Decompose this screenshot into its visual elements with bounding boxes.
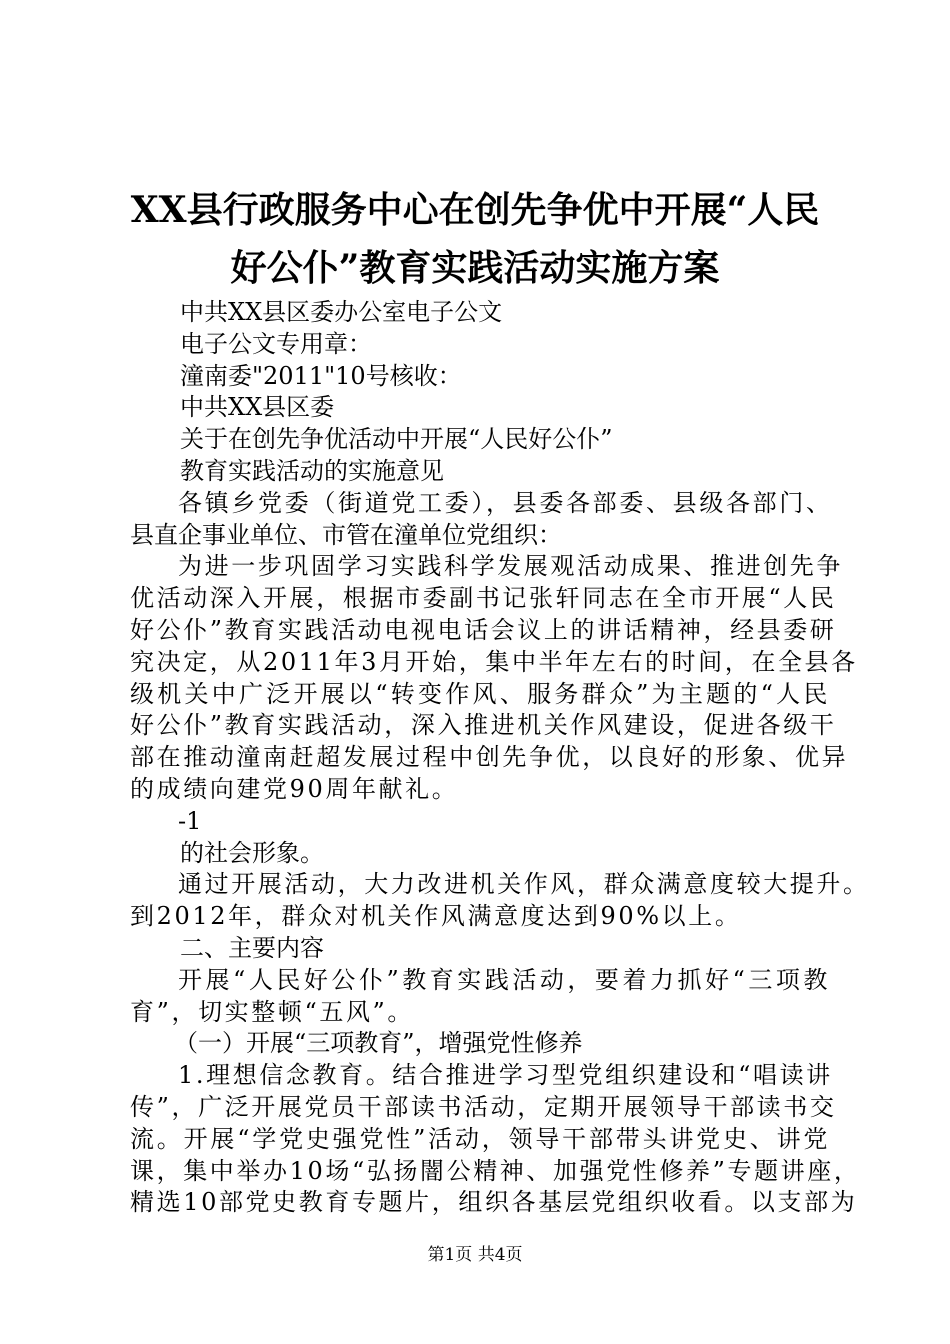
subsection-heading: （一）开展“三项教育”，增强党性修养	[174, 1029, 583, 1058]
opinion-title-line-1: 关于在创先争优活动中开展“人民好公仆”	[180, 425, 613, 454]
paragraph-line: 究决定，从2011年3月开始，集中半年左右的时间，在全县各	[130, 647, 858, 676]
paragraph-line: 传”，广泛开展党员干部读书活动，定期开展领导干部读书交	[130, 1092, 837, 1121]
paragraph-line: 部在推动潼南赶超发展过程中创先争优，以良好的形象、优异	[130, 743, 849, 772]
paragraph-line: 的社会形象。	[180, 838, 324, 867]
paragraph-line: 通过开展活动，大力改进机关作风，群众满意度较大提升。	[178, 870, 870, 899]
paragraph-line: 的成绩向建党90周年献礼。	[130, 774, 459, 803]
paragraph-line: 优活动深入开展，根据市委副书记张轩同志在全市开展“人民	[130, 584, 837, 613]
issuing-committee: 中共XX县区委	[180, 393, 335, 422]
paragraph-line: 课，集中举办10场“弘扬闇公精神、加强党性修养”专题讲座，	[130, 1156, 861, 1185]
seal-label: 电子公文专用章：	[180, 329, 372, 358]
addressee-line: 县直企事业单位、市管在潼单位党组织：	[130, 520, 562, 549]
page-footer: 第1页 共4页	[427, 1245, 523, 1265]
paragraph-line: 好公仆”教育实践活动，深入推进机关作风建设，促进各级干	[130, 711, 837, 740]
paragraph-line: 1.理想信念教育。结合推进学习型党组织建设和“唱读讲	[178, 1061, 833, 1090]
opinion-title-line-2: 教育实践活动的实施意见	[180, 456, 444, 485]
issuer-line: 中共XX县区委办公室电子公文	[180, 298, 503, 326]
document-title-line-2: 好公仆”教育实践活动实施方案	[230, 247, 720, 289]
document-number: 潼南委"2011"10号核收：	[180, 361, 462, 390]
addressee-line: 各镇乡党委（街道党工委），县委各部委、县级各部门、	[178, 488, 830, 517]
paragraph-line: 为进一步巩固学习实践科学发展观活动成果、推进创先争	[178, 552, 843, 581]
paragraph-line: 到2012年，群众对机关作风满意度达到90%以上。	[130, 902, 742, 931]
paragraph-line: 级机关中广泛开展以“转变作风、服务群众”为主题的“人民	[130, 679, 830, 708]
paragraph-line: 精选10部党史教育专题片，组织各基层党组织收看。以支部为	[130, 1188, 858, 1217]
document-body	[130, 297, 870, 1219]
page-marker: -1	[178, 806, 202, 835]
section-heading: 二、主要内容	[180, 933, 324, 962]
paragraph-line: 育”，切实整顿“五风”。	[130, 997, 415, 1026]
paragraph-line: 开展“人民好公仆”教育实践活动，要着力抓好“三项教	[178, 965, 830, 994]
paragraph-line: 流。开展“学党史强党性”活动，领导干部带头讲党史、讲党	[130, 1124, 830, 1153]
document-title-line-1: XX县行政服务中心在创先争优中开展“人民	[130, 189, 820, 231]
paragraph-line: 好公仆”教育实践活动电视电话会议上的讲话精神，经县委研	[130, 615, 837, 644]
